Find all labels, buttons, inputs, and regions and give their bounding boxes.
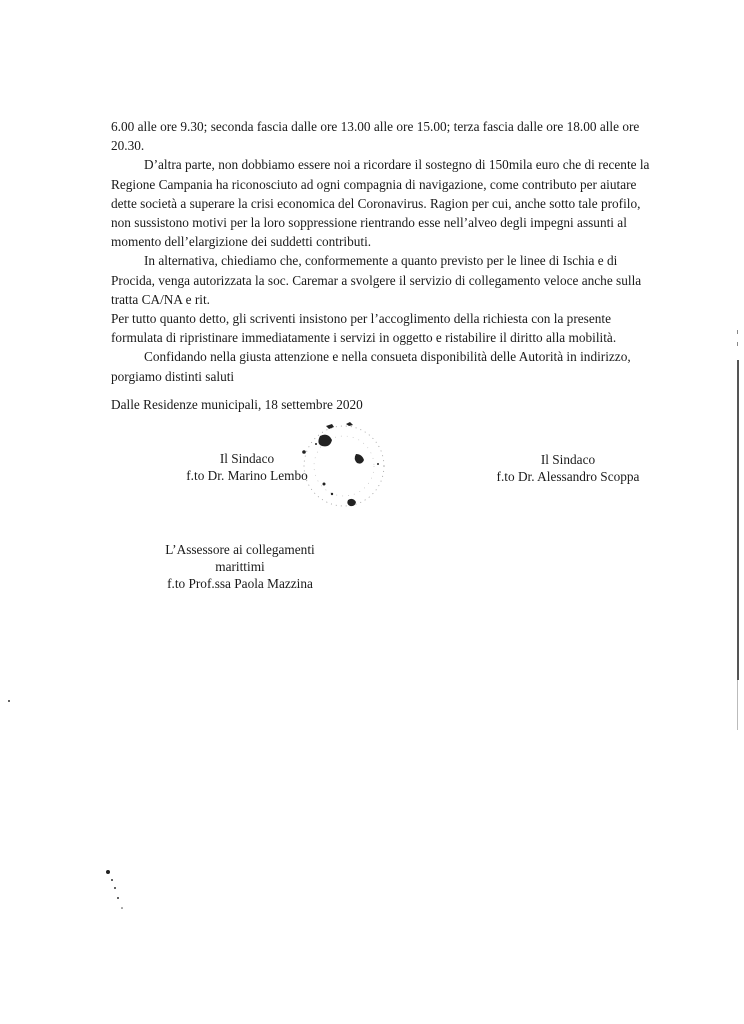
text-line: dette società a superare la crisi economica del Coronavirus. Ragion per cui, anche sotto tale profilo, xyxy=(111,195,641,211)
signature-role: Il Sindaco xyxy=(540,452,596,467)
paragraph xyxy=(111,251,706,309)
letter-body xyxy=(111,117,706,386)
text-line: Regione Campania ha riconosciuto ad ogni compagnia di navigazione, come contributo per aiutare xyxy=(111,176,637,192)
scan-speck xyxy=(8,700,10,702)
text-line: Per tutto quanto detto, gli scriventi insistono per l’accoglimento della richiesta con la presente xyxy=(111,311,611,327)
signature-name: f.to Dr. Marino Lembo xyxy=(186,468,308,483)
text-line: formulata di ripristinare immediatamente i servizi in oggetto e ristabilire il diritto alla mobilità. xyxy=(111,330,617,346)
text-line: Procida, venga autorizzata la soc. Caremar a svolgere il servizio di collegamento veloce anche sulla xyxy=(111,272,642,288)
official-seal-icon xyxy=(298,414,390,518)
text-line: porgiamo distinti saluti xyxy=(111,368,235,384)
scan-edge-marks xyxy=(735,330,741,730)
place-date: Dalle Residenze municipali, 18 settembre 2020 xyxy=(111,397,363,412)
signature-role: L’Assessore ai collegamenti marittimi xyxy=(165,542,315,574)
signature-right xyxy=(488,451,648,485)
text-line: non sussistono motivi per la loro soppressione rientrando esse nell’alveo degli impegni assunti al xyxy=(111,215,627,231)
signature-name: f.to Prof.ssa Paola Mazzina xyxy=(167,576,313,591)
text-line: tratta CA/NA e rit. xyxy=(111,291,210,307)
text-line: Confidando nella giusta attenzione e nella consueta disponibilità delle Autorità in indirizzo, xyxy=(144,349,631,365)
signature-role: Il Sindaco xyxy=(219,451,275,466)
signature-bottom xyxy=(140,541,340,592)
text-line: 20.30. xyxy=(111,138,145,154)
text-line: 6.00 alle ore 9.30; seconda fascia dalle ore 13.00 alle ore 15.00; terza fascia dalle ore 18.00 alle ore xyxy=(111,119,640,134)
paragraph xyxy=(111,309,706,347)
paragraph xyxy=(111,155,706,251)
text-line: In alternativa, chiediamo che, conformemente a quanto previsto per le linee di Ischia e di xyxy=(144,253,618,269)
paragraph xyxy=(111,117,706,155)
text-line: momento dell’elargizione dei suddetti contributi. xyxy=(111,234,372,250)
paragraph xyxy=(111,347,706,385)
scan-speck-marks xyxy=(104,868,128,918)
signature-name: f.to Dr. Alessandro Scoppa xyxy=(496,469,640,484)
text-line: D’altra parte, non dobbiamo essere noi a ricordare il sostegno di 150mila euro che di recente la xyxy=(144,157,650,173)
